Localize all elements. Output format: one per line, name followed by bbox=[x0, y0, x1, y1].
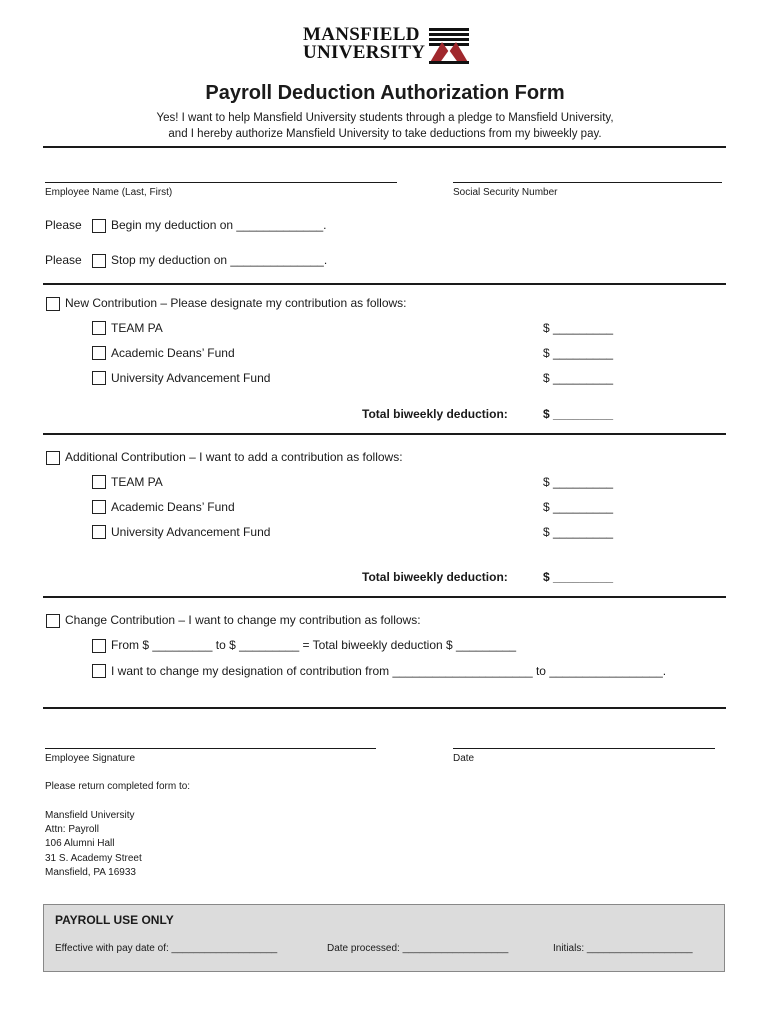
additional-total-amount[interactable]: $ _________ bbox=[543, 570, 614, 584]
payroll-use-heading: PAYROLL USE ONLY bbox=[55, 913, 174, 927]
stop-deduction-row bbox=[45, 253, 82, 267]
ssn-field[interactable] bbox=[453, 182, 722, 183]
address-line: 31 S. Academy Street bbox=[45, 852, 142, 864]
date-processed-field[interactable]: Date processed: ___________________ bbox=[327, 943, 509, 954]
address-line: Mansfield, PA 16933 bbox=[45, 866, 136, 878]
address-line: Attn: Payroll bbox=[45, 824, 99, 836]
date-field[interactable] bbox=[453, 748, 715, 749]
intro-line-2: and I hereby authorize Mansfield University to take deductions from my biweekly pay. bbox=[168, 128, 602, 140]
change-contribution-checkbox[interactable] bbox=[46, 614, 60, 628]
effective-date-field[interactable]: Effective with pay date of: ___________________ bbox=[55, 943, 278, 954]
return-address bbox=[45, 809, 142, 880]
additional-contribution-heading: Additional Contribution – I want to add a contribution as follows: bbox=[65, 450, 403, 464]
please-label: Please bbox=[45, 253, 82, 267]
mountain-logo-icon bbox=[429, 28, 469, 64]
date-label: Date bbox=[453, 753, 475, 764]
stop-deduction-label: Stop my deduction on ______________. bbox=[111, 253, 328, 267]
additional-team-pa-checkbox[interactable] bbox=[92, 475, 106, 489]
signature-label: Employee Signature bbox=[45, 753, 136, 764]
additional-team-pa-amount[interactable]: $ _________ bbox=[543, 475, 614, 489]
additional-contribution-checkbox[interactable] bbox=[46, 451, 60, 465]
return-instruction: Please return completed form to: bbox=[45, 781, 191, 792]
please-label: Please bbox=[45, 218, 82, 232]
additional-advancement-amount[interactable]: $ _________ bbox=[543, 525, 614, 539]
logo-line2: UNIVERSITY bbox=[303, 42, 426, 63]
address-line: Mansfield University bbox=[45, 810, 135, 821]
address-line: 106 Alumni Hall bbox=[45, 838, 115, 850]
employee-name-field[interactable] bbox=[45, 182, 397, 183]
employee-name-label: Employee Name (Last, First) bbox=[45, 187, 173, 198]
additional-advancement-checkbox[interactable] bbox=[92, 525, 106, 539]
signature-field[interactable] bbox=[45, 748, 376, 749]
new-contribution-heading: New Contribution – Please designate my contribution as follows: bbox=[65, 296, 407, 310]
new-academic-deans-amount[interactable]: $ _________ bbox=[543, 346, 614, 360]
additional-academic-deans-label: Academic Deans’ Fund bbox=[111, 500, 235, 514]
initials-field[interactable]: Initials: ___________________ bbox=[553, 943, 693, 954]
ssn-label: Social Security Number bbox=[453, 187, 558, 198]
additional-total-label: Total biweekly deduction: bbox=[362, 570, 508, 584]
new-team-pa-amount[interactable]: $ _________ bbox=[543, 321, 614, 335]
begin-deduction-row bbox=[45, 218, 82, 232]
additional-team-pa-label: TEAM PA bbox=[111, 475, 163, 489]
new-contribution-checkbox[interactable] bbox=[46, 297, 60, 311]
payroll-use-box bbox=[43, 904, 725, 972]
new-academic-deans-label: Academic Deans’ Fund bbox=[111, 346, 235, 360]
new-academic-deans-checkbox[interactable] bbox=[92, 346, 106, 360]
stop-deduction-checkbox[interactable] bbox=[92, 254, 106, 268]
change-contribution-heading: Change Contribution – I want to change my contribution as follows: bbox=[65, 613, 421, 627]
form-intro bbox=[0, 110, 770, 142]
logo-line1: MANSFIELD bbox=[303, 24, 420, 45]
additional-academic-deans-amount[interactable]: $ _________ bbox=[543, 500, 614, 514]
intro-line-1: Yes! I want to help Mansfield University students through a pledge to Mansfield University, bbox=[156, 112, 614, 124]
divider bbox=[43, 146, 726, 148]
new-advancement-label: University Advancement Fund bbox=[111, 371, 271, 385]
university-logo bbox=[303, 26, 473, 68]
new-advancement-checkbox[interactable] bbox=[92, 371, 106, 385]
change-amount-checkbox[interactable] bbox=[92, 639, 106, 653]
begin-deduction-label: Begin my deduction on _____________. bbox=[111, 218, 327, 232]
additional-academic-deans-checkbox[interactable] bbox=[92, 500, 106, 514]
form-title: Payroll Deduction Authorization Form bbox=[205, 82, 565, 104]
new-total-amount[interactable]: $ _________ bbox=[543, 407, 614, 421]
change-amount-line[interactable]: From $ _________ to $ _________ = Total biweekly deduction $ _________ bbox=[111, 638, 517, 652]
new-advancement-amount[interactable]: $ _________ bbox=[543, 371, 614, 385]
divider bbox=[43, 283, 726, 285]
divider bbox=[43, 596, 726, 598]
begin-deduction-checkbox[interactable] bbox=[92, 219, 106, 233]
new-team-pa-label: TEAM PA bbox=[111, 321, 163, 335]
divider bbox=[43, 707, 726, 709]
divider bbox=[43, 433, 726, 435]
change-designation-checkbox[interactable] bbox=[92, 664, 106, 678]
additional-advancement-label: University Advancement Fund bbox=[111, 525, 271, 539]
new-team-pa-checkbox[interactable] bbox=[92, 321, 106, 335]
new-total-label: Total biweekly deduction: bbox=[362, 407, 508, 421]
change-designation-line[interactable]: I want to change my designation of contribution from _____________________ to _________________. bbox=[111, 664, 667, 678]
